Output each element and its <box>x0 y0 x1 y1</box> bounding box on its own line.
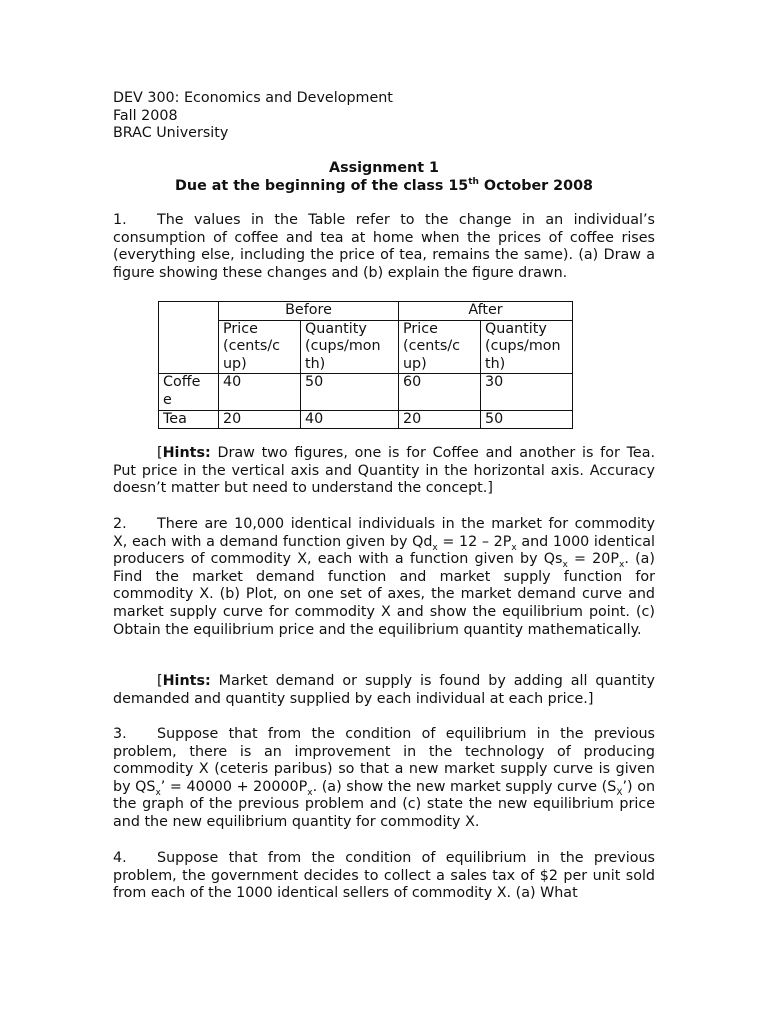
hint-2: [Hints: Market demand or supply is found by adding all quantity demanded and quantity supplied by each individual at each price.] <box>113 673 655 707</box>
hint-1: [Hints: Draw two figures, one is for Coffee and another is for Tea. Put price in the vertical axis and Quantity in the horizontal axis. Accuracy doesn’t matter but need to understand the concept.] <box>113 445 655 497</box>
table-cell: 50 <box>481 410 573 429</box>
hint-text: Market demand or supply is found by adding all quantity demanded and quantity supplied by each individual at each price.] <box>113 673 655 707</box>
assignment-titles <box>0 160 768 195</box>
table-header-before: Before <box>219 302 399 321</box>
row-label-tea: Tea <box>159 410 219 429</box>
table-cell: 20 <box>219 410 301 429</box>
question-number: 1. <box>113 212 127 228</box>
university: BRAC University <box>113 125 229 142</box>
table-header-quantity: Quantity (cups/mon th) <box>481 320 573 374</box>
question-3: 3. Suppose that from the condition of equilibrium in the previous problem, there is an improvement in the technology of producing commodity X (ceteris paribus) so that a new market supply curve is given by $QS_x$’ = $40000 + 20000P_x$. (a) show the new market supply curve $(S_X’)$ on the graph of the previous problem and (c) state the new equilibrium price and the new equilibrium quantity for commodity X. <box>113 726 656 830</box>
term: Fall 2008 <box>113 107 178 124</box>
table-cell <box>159 302 219 374</box>
question-2: 2. There are 10,000 identical individuals in the market for commodity X, each with a demand function given by $Qd_x = 12 - 2P_x$ and 1000 identical producers of commodity X, each with a function given by $Qs_x = 20P_x$. (a) Find the market demand function and market supply function for commodity X. (b) Plot, on one set of axes, the market demand curve and market supply curve for commodity X and show the equilibrium point. (c) Obtain the equilibrium price and the equilibrium quantity mathematically. <box>113 516 655 638</box>
course-name: DEV 300: Economics and Development <box>113 90 393 106</box>
hint-label: Hints: <box>162 673 211 689</box>
table-row <box>159 374 573 410</box>
question-text: The values in the Table refer to the change in an individual’s consumption of coffee and tea at home when the prices of coffee rises (everything else, including the price of tea, remains the same). (a) Draw a figure showing these changes and (b) explain the figure drawn. <box>113 212 655 281</box>
course-header <box>113 90 393 143</box>
question-text: Suppose that from the condition of equilibrium in the previous problem, the government decides to collect a sales tax of $2 per unit sold from each of the 1000 identical sellers of commodity X. (a) What <box>113 850 655 902</box>
table-cell: 20 <box>399 410 481 429</box>
table-cell: 40 <box>301 410 399 429</box>
table-header-price: Price (cents/c up) <box>219 320 301 374</box>
due-prefix: Due at the beginning of the class 15 <box>175 177 469 194</box>
question-number: 4. <box>113 850 127 866</box>
due-suffix: October 2008 <box>478 177 593 194</box>
table-cell: 40 <box>219 374 301 410</box>
table-row <box>159 410 573 429</box>
table-cell: 50 <box>301 374 399 410</box>
hint-text: Draw two figures, one is for Coffee and another is for Tea. Put price in the vertical axis and Quantity in the horizontal axis. Accuracy doesn’t matter but need to understand the concept.] <box>113 445 655 497</box>
table-row <box>159 320 573 374</box>
question-number: 3. <box>113 726 127 742</box>
hint-label: Hints: <box>162 445 211 461</box>
price-quantity-table <box>158 301 573 429</box>
assignment-title: Assignment 1 <box>329 160 439 176</box>
table-header-after: After <box>399 302 573 321</box>
table-cell: 60 <box>399 374 481 410</box>
table-row <box>159 302 573 321</box>
row-label-coffee: Coffe e <box>159 374 219 410</box>
question-1 <box>113 212 655 282</box>
question-number: 2. <box>113 516 127 532</box>
due-sup: th <box>468 176 479 187</box>
question-4 <box>113 850 655 903</box>
table-cell: 30 <box>481 374 573 410</box>
table-header-price: Price (cents/c up) <box>399 320 481 374</box>
due-date-line <box>0 178 768 196</box>
table-header-quantity: Quantity (cups/mon th) <box>301 320 399 374</box>
